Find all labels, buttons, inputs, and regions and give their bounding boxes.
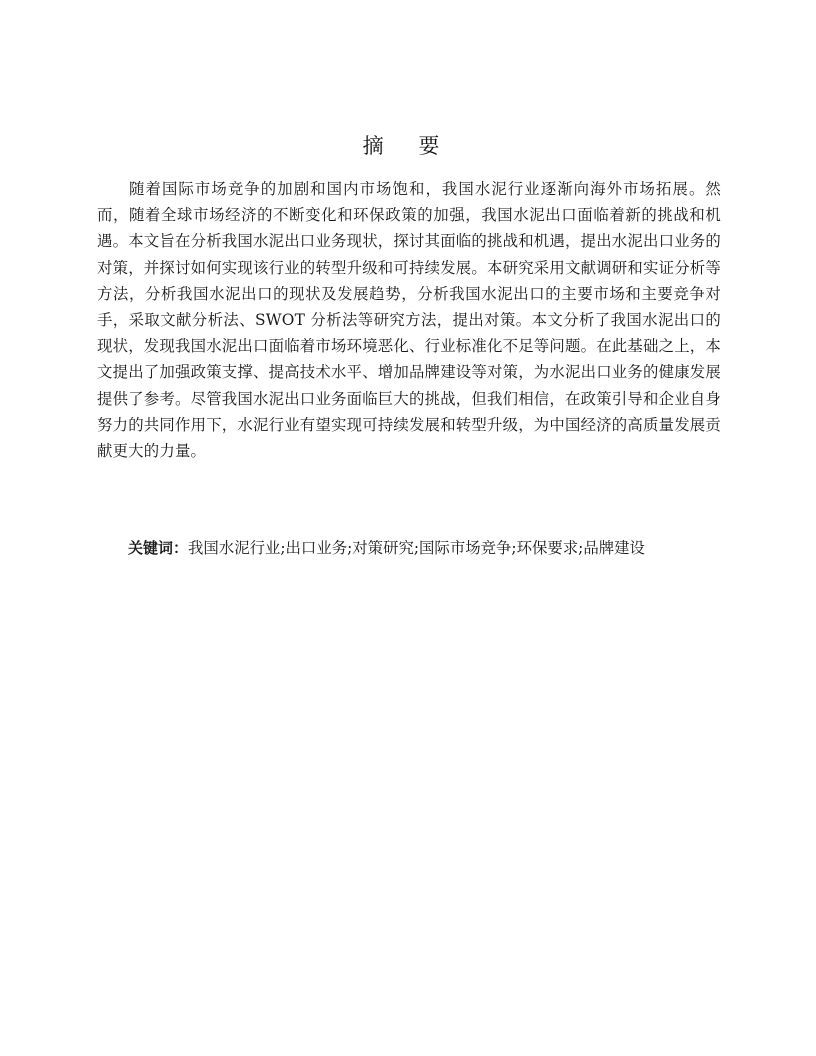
keywords-label: 关键词： bbox=[128, 539, 189, 557]
keywords-line bbox=[128, 535, 728, 561]
keywords-list: 我国水泥行业;出口业务;对策研究;国际市场竞争;环保要求;品牌建设 bbox=[188, 539, 645, 557]
abstract-body: 随着国际市场竞争的加剧和国内市场饱和，我国水泥行业逐渐向海外市场拓展。然而，随着全球市场经济的不断变化和环保政策的加强，我国水泥出口面临着新的挑战和机遇。本文旨在分析我国水泥出口业务现状，探讨其面临的挑战和机遇，提出水泥出口业务的对策，并探讨如何实现该行业的转型升级和可持续发展。本研究采用文献调研和实证分析等方法，分析我国水泥出口的现状及发展趋势，分析我国水泥出口的主要市场和主要竞争对手，采取文献分析法、SWOT 分析法等研究方法，提出对策。本文分析了我国水泥出口的现状，发现我国水泥出口面临着市场环境恶化、行业标准化不足等问题。在此基础之上，本文提出了加强政策支撑、提高技术水平、增加品牌建设等对策，为水泥出口业务的健康发展提供了参考。尽管我国水泥出口业务面临巨大的挑战，但我们相信，在政策引导和企业自身努力的共同作用下，水泥行业有望实现可持续发展和转型升级，为中国经济的高质量发展贡献更大的力量。 bbox=[97, 180, 721, 461]
abstract-title: 摘 要 bbox=[362, 134, 454, 158]
